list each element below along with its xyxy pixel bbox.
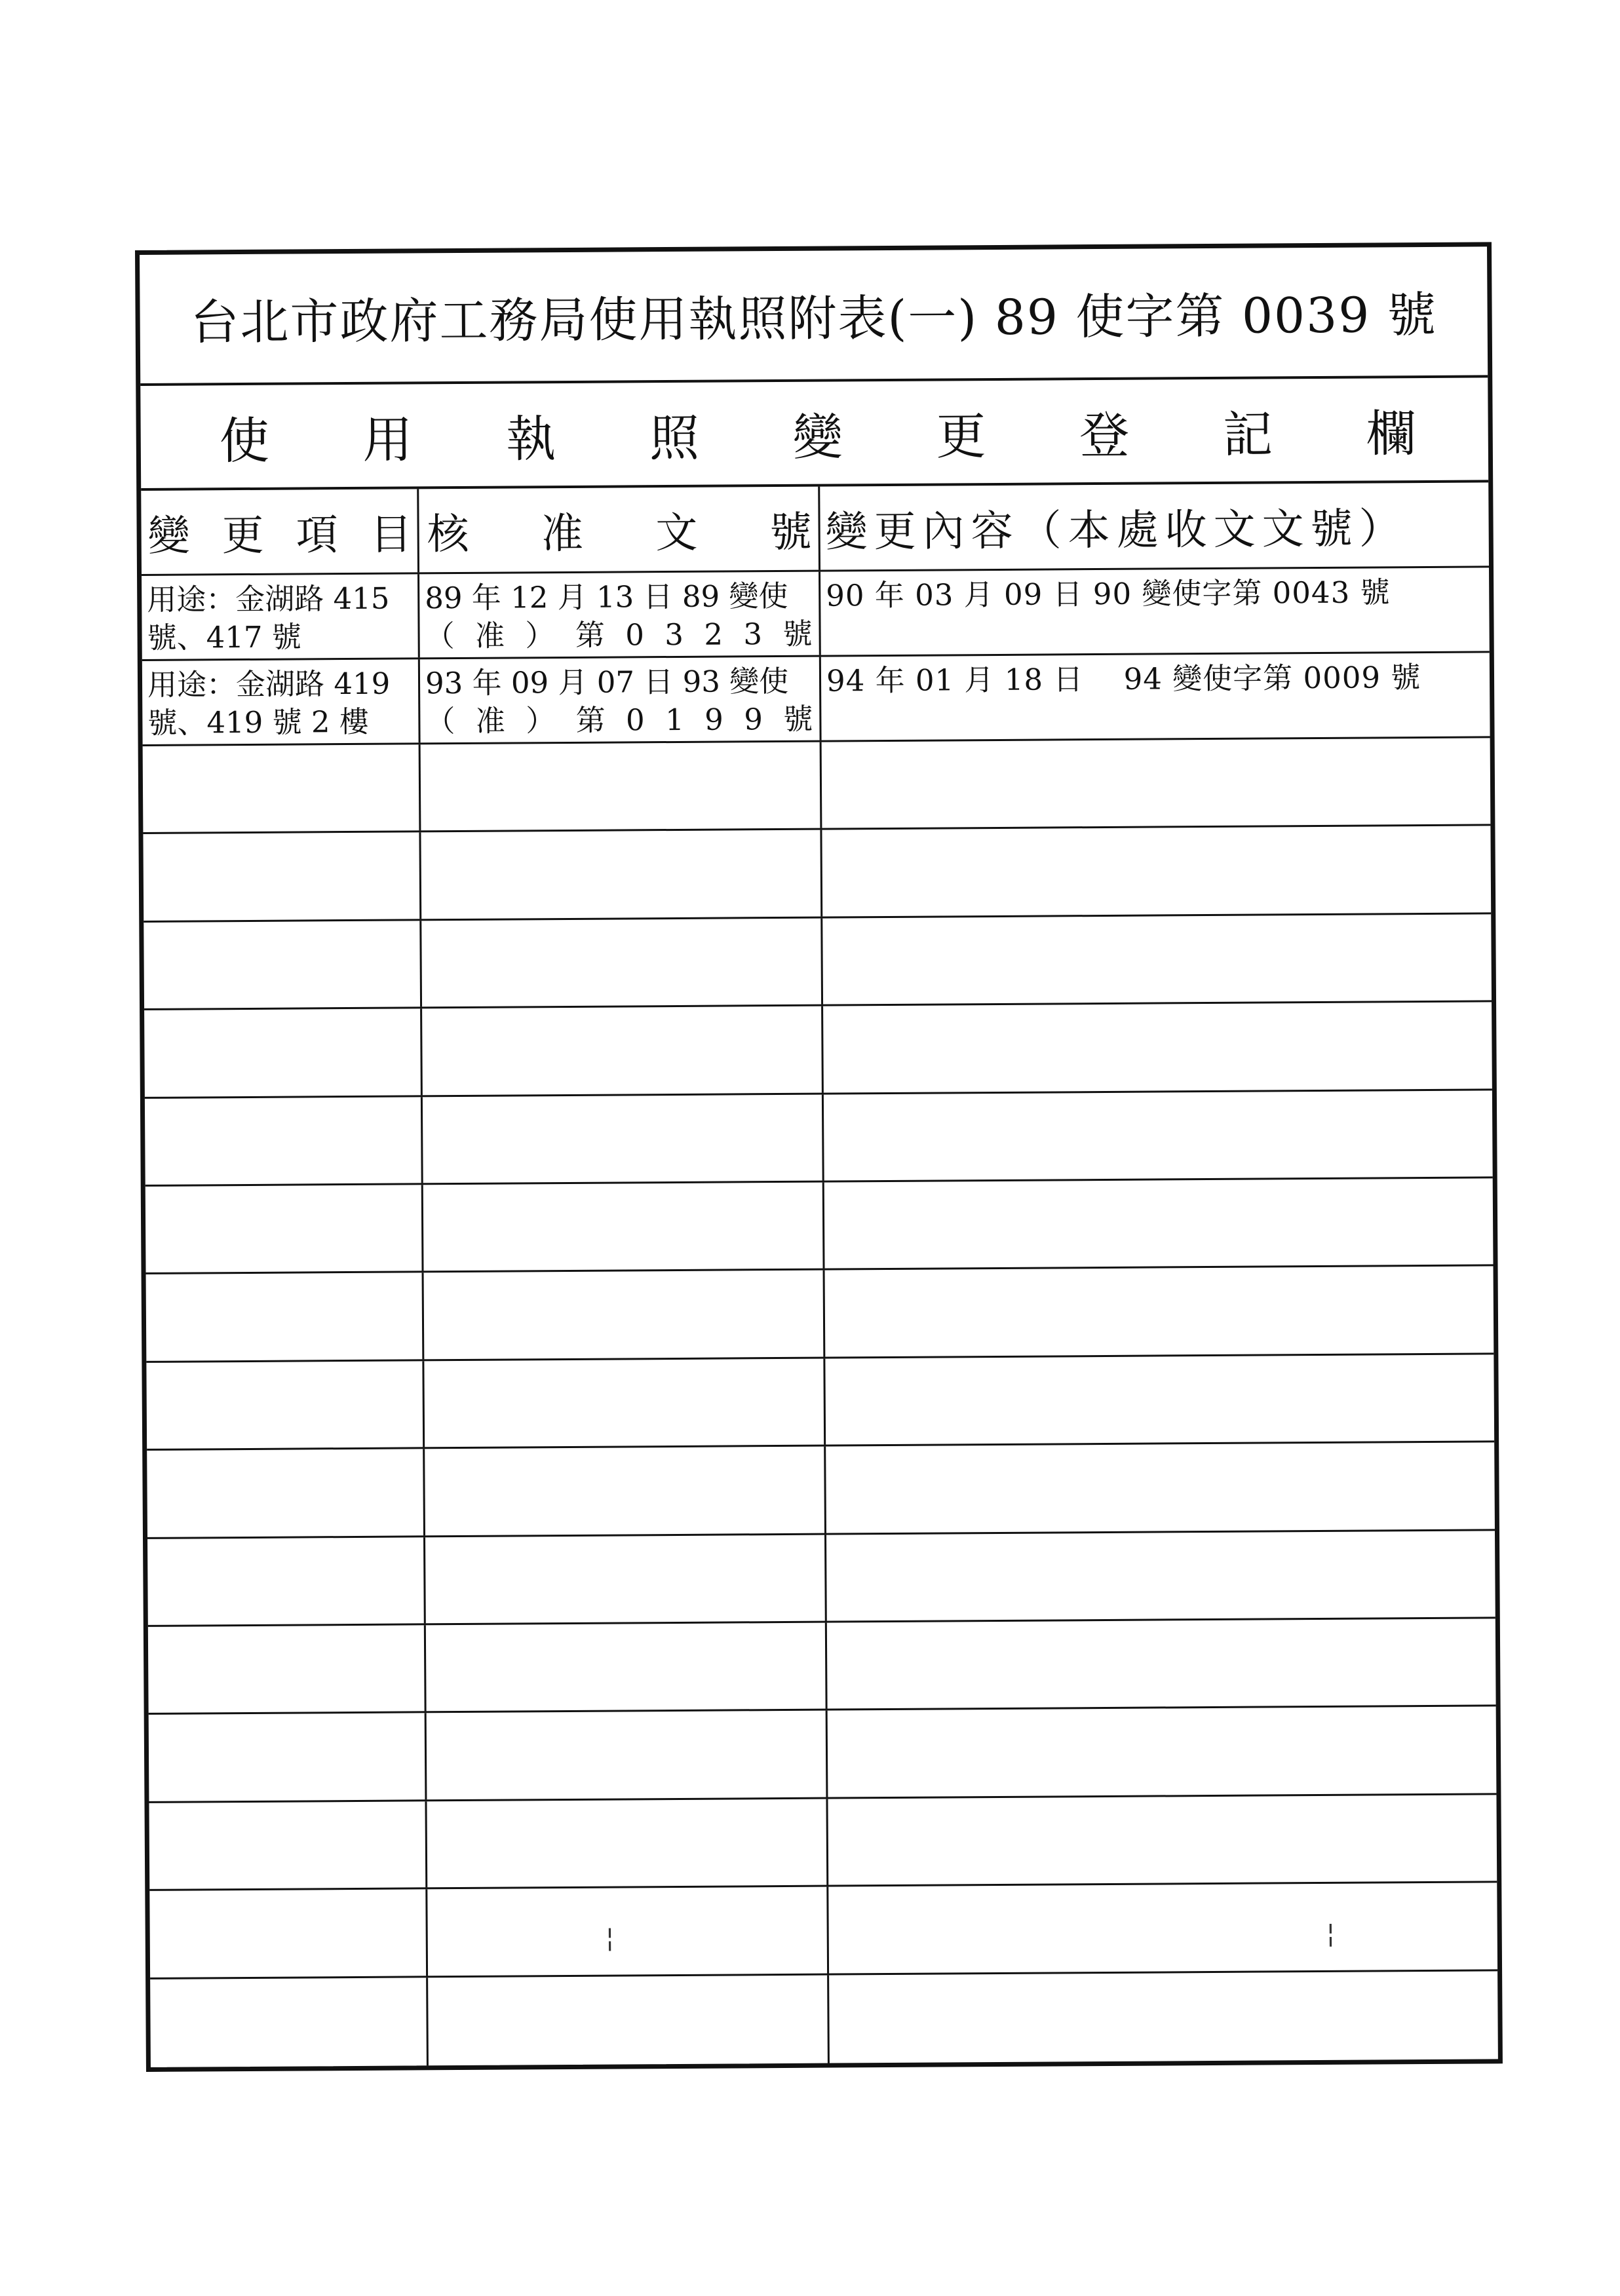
approval-number-cell (423, 1094, 824, 1183)
approval-char: 0 (625, 702, 645, 738)
register-char: 執 (505, 409, 556, 469)
change-item-cell (149, 1890, 428, 1978)
register-char: 更 (936, 406, 986, 466)
change-item-line: 用途：金湖路 415 (147, 581, 390, 617)
change-item-cell (147, 1537, 426, 1625)
table-row (145, 1178, 1494, 1274)
change-content-cell (822, 738, 1491, 828)
approval-char: ） (526, 703, 556, 738)
change-item-cell (142, 574, 420, 659)
approval-line (425, 700, 815, 741)
header-change-item (141, 489, 419, 574)
table-row (146, 1267, 1494, 1363)
change-item-cell (150, 1978, 429, 2067)
approval-number-cell (426, 1623, 828, 1712)
scan-mark: ¦ (605, 1923, 615, 1953)
change-item-cell (145, 1097, 423, 1185)
change-content-cell (822, 914, 1492, 1004)
approval-char: 准 (474, 618, 505, 653)
approval-number-cell (425, 1447, 826, 1535)
change-content-cell (825, 1354, 1494, 1445)
approval-char: 9 (704, 702, 723, 737)
change-item-cell (149, 1801, 427, 1889)
change-item-line: 用途：金湖路 419 (147, 666, 391, 702)
approval-number-cell (427, 1887, 829, 1976)
approval-char: ） (525, 618, 555, 653)
change-content-cell (828, 1707, 1497, 1797)
header-char: 變 (147, 511, 190, 561)
change-item-cell (145, 1185, 424, 1272)
register-char: 用 (362, 410, 413, 469)
register-char: 變 (792, 407, 843, 467)
table-row (143, 826, 1491, 923)
approval-char: 號 (782, 616, 813, 651)
change-item-cell (144, 921, 422, 1008)
approval-line: 93 年 09 月 07 日 93 變使 (425, 663, 789, 701)
change-content-cell (824, 1178, 1494, 1269)
change-content-cell (826, 1531, 1495, 1621)
table-row (142, 653, 1490, 746)
document-title: 台北市政府工務局使用執照附表(一) 89 使字第 0039 號 (140, 246, 1488, 386)
table-row (149, 1795, 1497, 1891)
approval-char: 1 (665, 702, 684, 738)
license-attachment-sheet (135, 242, 1503, 2072)
approval-char: 第 (575, 702, 606, 738)
approval-number-cell (419, 572, 821, 658)
approval-number-cell (421, 830, 822, 919)
table-row (143, 738, 1491, 834)
change-content-cell (827, 1618, 1496, 1709)
register-char: 照 (649, 408, 700, 467)
header-char: 號 (769, 508, 812, 557)
change-content-cell (828, 1883, 1497, 1974)
approval-char: 3 (743, 617, 763, 652)
change-item-cell (143, 744, 421, 832)
table-row (149, 1883, 1497, 1980)
change-register-table (141, 482, 1498, 2067)
header-char: 項 (296, 510, 338, 560)
register-heading (140, 377, 1488, 491)
approval-number-cell (420, 657, 822, 743)
approval-line: 89 年 12 月 13 日 89 變使 (425, 578, 788, 616)
header-char: 核 (427, 510, 469, 559)
change-item-cell (148, 1625, 427, 1713)
approval-char: （ (425, 704, 455, 739)
header-char: 目 (370, 510, 412, 560)
change-item-cell (144, 1009, 423, 1097)
approval-char: 2 (704, 617, 723, 652)
scan-mark: ¦ (1326, 1918, 1336, 1949)
approval-number-cell (421, 918, 823, 1006)
approval-number-cell (427, 1711, 828, 1799)
table-row (144, 914, 1492, 1010)
table-row (149, 1707, 1497, 1803)
header-change-content: 變更內容（本處收文文號） (825, 504, 1408, 557)
table-row (147, 1443, 1495, 1539)
change-content-cell: 90 年 03 月 09 日 90 變使字第 0043 號 (826, 575, 1391, 613)
change-content-cell (826, 1443, 1495, 1533)
change-content-cell: 94 年 01 月 18 日 94 變使字第 0009 號 (826, 660, 1421, 698)
approval-char: 9 (744, 702, 763, 737)
register-char: 欄 (1366, 404, 1417, 463)
approval-number-cell (421, 742, 822, 831)
change-content-cell (823, 1003, 1492, 1093)
approval-char: 第 (575, 617, 606, 653)
change-item-line: 號、417 號 (147, 619, 301, 655)
table-row (147, 1531, 1495, 1627)
table-row (144, 1003, 1492, 1099)
table-row (146, 1354, 1494, 1451)
approval-number-cell (425, 1535, 827, 1623)
header-char: 准 (541, 509, 584, 558)
table-row (150, 1971, 1498, 2067)
register-char: 記 (1222, 404, 1273, 464)
header-approval-number (419, 487, 820, 573)
change-item-cell (146, 1361, 425, 1449)
register-char: 登 (1079, 406, 1130, 465)
change-item-cell (149, 1713, 427, 1801)
approval-number-cell (422, 1006, 824, 1095)
approval-number-cell (427, 1799, 828, 1887)
change-item-cell (146, 1273, 425, 1361)
change-item-cell (143, 833, 421, 921)
approval-number-cell (423, 1183, 825, 1271)
table-header-row (141, 482, 1489, 576)
approval-char: （ (425, 619, 455, 654)
approval-number-cell (424, 1358, 826, 1447)
approval-char: 3 (665, 617, 684, 653)
table-row (148, 1618, 1496, 1715)
change-item-cell (147, 1449, 425, 1537)
approval-number-cell (428, 1975, 830, 2065)
approval-line (425, 615, 815, 656)
change-content-cell (829, 1971, 1498, 2063)
approval-char: 准 (475, 703, 505, 738)
change-item-cell (142, 659, 421, 744)
approval-char: 0 (625, 617, 645, 653)
change-content-cell (824, 1090, 1493, 1181)
header-char: 更 (222, 511, 264, 560)
change-content-cell (828, 1795, 1497, 1885)
table-row (142, 567, 1490, 661)
table-row (145, 1090, 1493, 1187)
register-char: 使 (219, 411, 270, 470)
approval-number-cell (424, 1271, 826, 1359)
header-char: 文 (655, 508, 698, 558)
change-content-cell (822, 826, 1491, 917)
approval-char: 號 (783, 701, 813, 737)
change-item-line: 號、419 號 2 樓 (147, 704, 370, 740)
change-content-cell (825, 1267, 1494, 1357)
